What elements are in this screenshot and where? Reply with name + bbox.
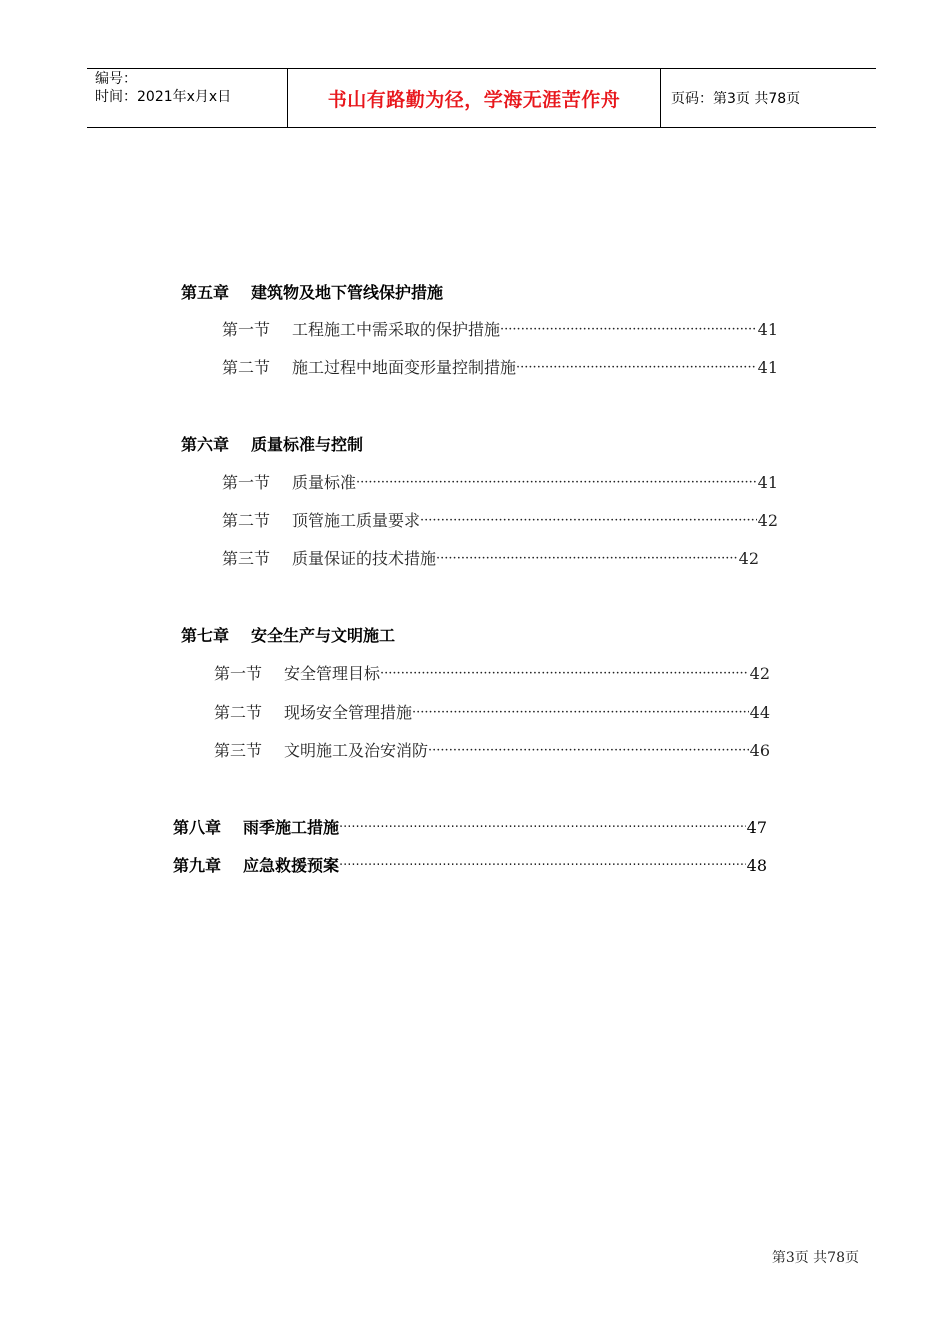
- section-page: 41: [757, 320, 778, 339]
- chapter-title: 应急救援预案: [243, 856, 340, 875]
- chapter-label: 第八章: [173, 818, 222, 837]
- toc-chapter-9: [173, 854, 767, 878]
- section-label: 第二节: [214, 703, 263, 722]
- section-title: 文明施工及治安消防: [284, 741, 429, 760]
- section-page: 42: [738, 549, 759, 568]
- chapter-page: 48: [746, 856, 767, 875]
- chapter-label: 第九章: [173, 856, 222, 875]
- toc-section-5-2: [222, 356, 778, 380]
- toc-section-6-1: [222, 471, 778, 495]
- header-page-info: 页码：第3页 共78页: [671, 91, 801, 107]
- section-page: 42: [757, 511, 778, 530]
- section-label: 第三节: [222, 549, 271, 568]
- section-page: 42: [749, 664, 770, 683]
- leader-dots: [356, 471, 757, 495]
- section-page: 41: [757, 473, 778, 492]
- section-label: 第三节: [214, 741, 263, 760]
- section-page: 46: [749, 741, 770, 760]
- section-title: 工程施工中需采取的保护措施: [292, 320, 501, 339]
- chapter-title: 安全生产与文明施工: [251, 626, 396, 645]
- toc-section-6-3: [222, 547, 759, 571]
- chapter-label: 第五章: [181, 283, 230, 302]
- section-label: 第一节: [214, 664, 263, 683]
- section-label: 第二节: [222, 511, 271, 530]
- chapter-page: 47: [746, 818, 767, 837]
- chapter-title: 建筑物及地下管线保护措施: [251, 283, 444, 302]
- section-label: 第二节: [222, 358, 271, 377]
- section-title: 施工过程中地面变形量控制措施: [292, 358, 517, 377]
- section-page: 41: [757, 358, 778, 377]
- toc-section-7-1: [214, 662, 770, 686]
- leader-dots: [420, 509, 757, 533]
- toc-chapter-8: [173, 816, 767, 840]
- section-label: 第一节: [222, 473, 271, 492]
- chapter-title: 质量标准与控制: [251, 435, 364, 454]
- toc-section-6-2: [222, 509, 778, 533]
- header-meta: [87, 69, 288, 127]
- toc-chapter-6: [181, 433, 363, 457]
- chapter-label: 第七章: [181, 626, 230, 645]
- toc-section-5-1: [222, 318, 778, 342]
- chapter-label: 第六章: [181, 435, 230, 454]
- leader-dots: [412, 701, 749, 725]
- section-title: 顶管施工质量要求: [292, 511, 421, 530]
- leader-dots: [516, 356, 757, 380]
- section-title: 质量保证的技术措施: [292, 549, 437, 568]
- section-label: 第一节: [222, 320, 271, 339]
- toc-section-7-2: [214, 701, 770, 725]
- section-title: 安全管理目标: [284, 664, 381, 683]
- section-title: 现场安全管理措施: [284, 703, 413, 722]
- section-title: 质量标准: [292, 473, 357, 492]
- leader-dots: [428, 739, 749, 763]
- toc-chapter-5: [181, 281, 443, 305]
- leader-dots: [380, 662, 749, 686]
- page-header: [87, 68, 876, 128]
- section-page: 44: [749, 703, 770, 722]
- chapter-title: 雨季施工措施: [243, 818, 340, 837]
- header-motto: 书山有路勤为径，学海无涯苦作舟: [288, 69, 661, 127]
- header-number-label: 编号：: [95, 71, 137, 87]
- toc-chapter-7: [181, 624, 395, 648]
- leader-dots: [500, 318, 757, 342]
- leader-dots: [339, 816, 746, 840]
- toc-section-7-3: [214, 739, 770, 763]
- page-footer: 第3页 共78页: [771, 1250, 859, 1266]
- leader-dots: [339, 854, 746, 878]
- header-time-label: 时间：2021年x月x日: [95, 89, 232, 105]
- leader-dots: [436, 547, 738, 571]
